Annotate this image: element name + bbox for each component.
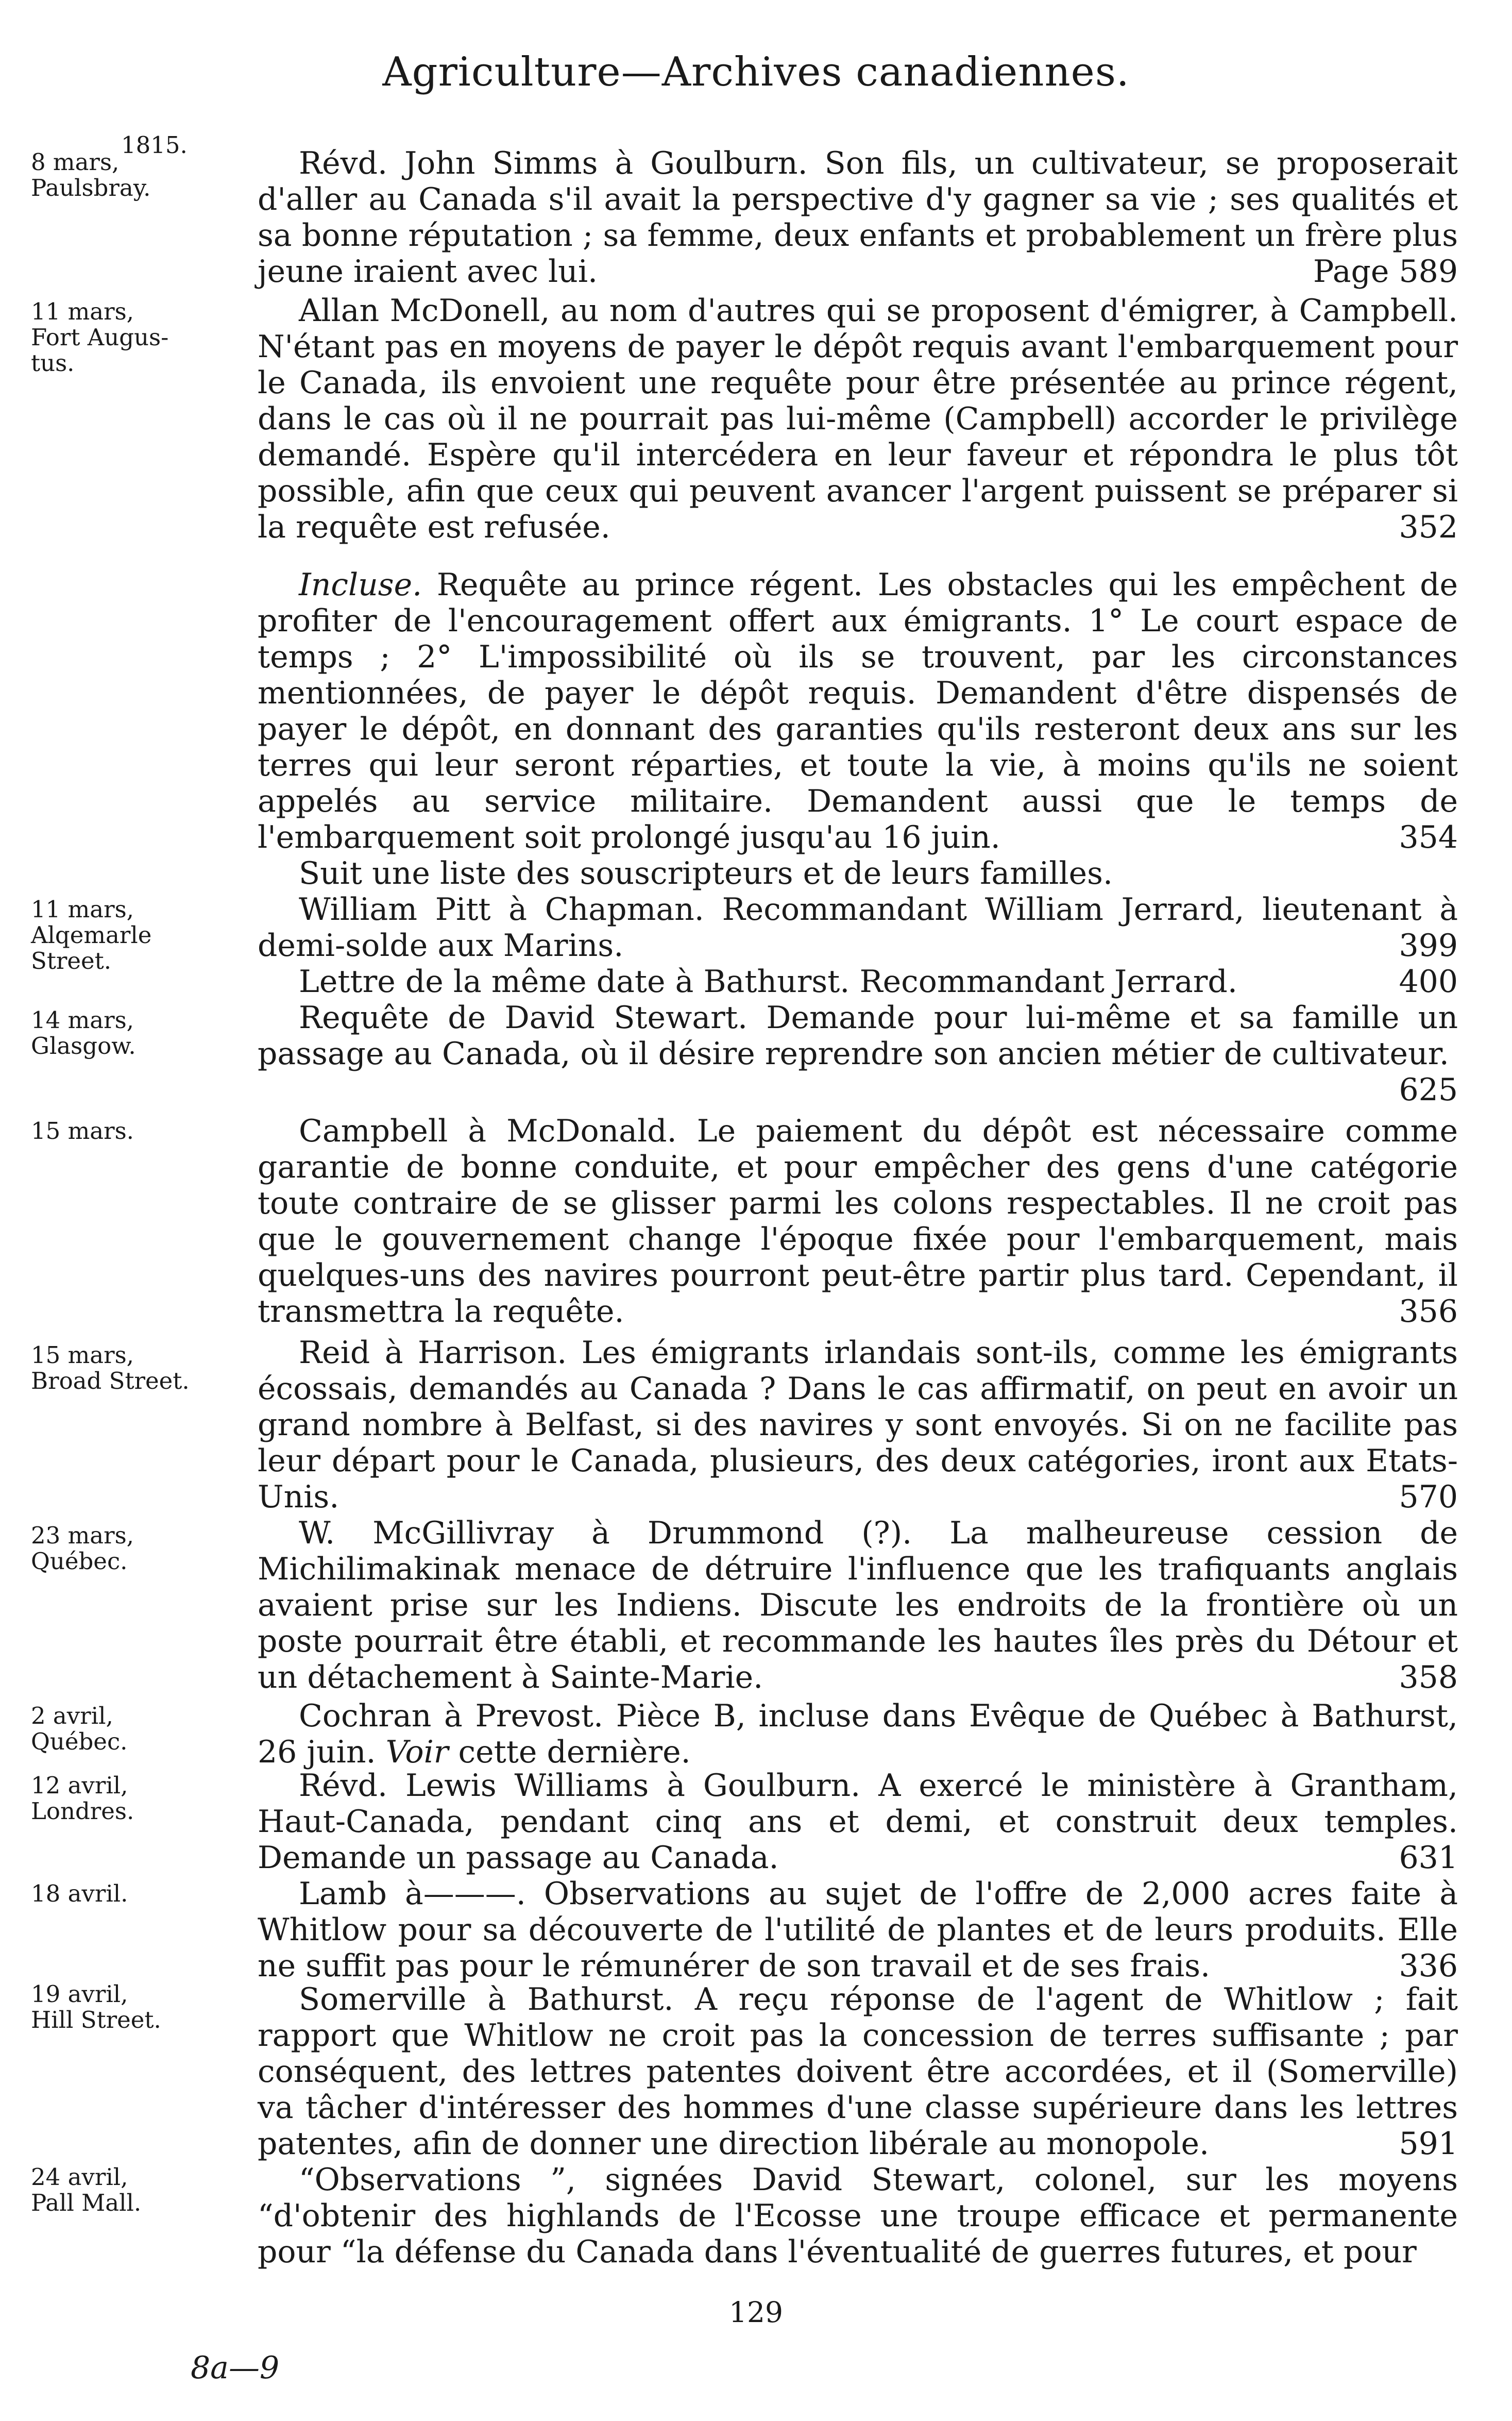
entry-body: Cochran à Prevost. Pièce B, incluse dans Evêque de Québec à Bathurst, 26 juin. [258, 1698, 1458, 1770]
entry-date [31, 1773, 247, 1824]
date-line: Paulsbray. [31, 174, 151, 201]
date-line: 23 mars, [31, 1522, 134, 1549]
signature-mark: 8a—9 [191, 2350, 280, 2386]
date-line: 19 avril, [31, 1980, 128, 2008]
page-number: 129 [729, 2296, 783, 2329]
date-line: Londres. [31, 1797, 134, 1825]
date-line: 14 mars, [31, 1006, 134, 1034]
entry-body: Requête de David Stewart. Demande pour lui-même et sa famille un passage au Canada, où il désire reprendre son ancien métier de cultivateur. [258, 1000, 1458, 1072]
entry-date [31, 1342, 247, 1394]
entry-date [31, 1118, 247, 1144]
date-line: Fort Augus- [31, 324, 169, 351]
page-ref: 336 [1399, 1948, 1458, 1984]
page-ref: 399 [1399, 928, 1458, 964]
entry-text [258, 145, 1458, 290]
entry-text [258, 1515, 1458, 1695]
entry-body: W. McGillivray à Drummond (?). La malheureuse cession de Michilimakinak menace de détruire l'influence que les trafiquants anglais avaient prise sur les Indiens. Discute les endroits de la frontière où un poste pourrait être établi, et recommande les hautes îles près du Détour et un détachement à Sainte-Marie. [258, 1515, 1458, 1695]
entry-body: Campbell à McDonald. Le paiement du dépôt est nécessaire comme garantie de bonne conduite, et pour empêcher des gens d'une catégorie toute contraire de se glisser parmi les colons respectables. Il ne croit pas que le gouvernement change l'époque fixée pour l'embarquement, mais quelques-uns des navires pourront peut-être partir plus tard. Cependant, il transmettra la requête. [258, 1113, 1458, 1330]
date-line: 11 mars, [31, 298, 134, 325]
entry-body: Allan McDonell, au nom d'autres qui se proposent d'émigrer, à Campbell. N'étant pas en moyens de payer le dépôt requis avant l'embarquement pour le Canada, ils envoient une requête pour être présentée au prince régent, dans le cas où il ne pourrait pas lui-même (Campbell) accorder le privilège demandé. Espère qu'il intercédera en leur faveur et répondra le plus tôt possible, afin que ceux qui peuvent avancer l'argent puissent se préparer si la requête est refusée. [258, 293, 1458, 545]
entry-date [31, 897, 247, 974]
page-ref: 570 [1399, 1479, 1458, 1515]
entry-text [258, 1335, 1458, 1515]
entry-text [258, 293, 1458, 545]
page-header: Agriculture—Archives canadiennes. [382, 49, 1130, 95]
entry-date [31, 149, 247, 201]
entry-text [258, 1768, 1458, 1876]
page-ref: 631 [1399, 1840, 1458, 1876]
entry-italic: Voir [385, 1734, 449, 1770]
entry-date [31, 1881, 247, 1907]
date-line: Street. [31, 947, 112, 974]
entry-text [258, 892, 1458, 964]
date-line: 18 avril. [31, 1880, 128, 1907]
entry-date [31, 1007, 247, 1059]
entry-body: William Pitt à Chapman. Recommandant William Jerrard, lieutenant à demi-solde aux Marins. [258, 892, 1458, 964]
entry-text [258, 2162, 1458, 2270]
entry-date [31, 299, 247, 376]
date-line: Québec. [31, 1548, 128, 1575]
entry-tail: cette dernière. [448, 1734, 691, 1770]
entry-text [258, 855, 1458, 892]
entry-lead: Incluse. [299, 567, 422, 603]
entry-text [258, 1698, 1458, 1770]
page-ref: 356 [1399, 1293, 1458, 1330]
date-line: Hill Street. [31, 2006, 161, 2033]
page-ref: 354 [1399, 819, 1458, 855]
date-line: Alqemarle [31, 921, 152, 949]
date-line: 12 avril, [31, 1772, 128, 1799]
page-ref: 400 [1399, 964, 1458, 1000]
entry-body: Lamb à———. Observations au sujet de l'offre de 2,000 acres faite à Whitlow pour sa découverte de l'utilité de plantes et de leurs produits. Elle ne suffit pas pour le rémunérer de son travail et de ses frais. [258, 1876, 1458, 1984]
date-line: tus. [31, 349, 75, 377]
entry-body: Lettre de la même date à Bathurst. Recommandant Jerrard. [299, 964, 1237, 1000]
entry-text [258, 1113, 1458, 1330]
entry-date [31, 1703, 247, 1755]
page-ref: 625 [1399, 1072, 1458, 1108]
entry-date [31, 2164, 247, 2216]
page-ref: 358 [1399, 1659, 1458, 1695]
year-label: 1815. [121, 131, 188, 159]
entry-text [258, 1981, 1458, 2162]
date-line: Pall Mall. [31, 2189, 142, 2216]
entry-date [31, 1981, 247, 2033]
page-ref: 352 [1399, 509, 1458, 545]
entry-body: Requête au prince régent. Les obstacles qui les empêchent de profiter de l'encouragement offert aux émigrants. 1° Le court espace de temps ; 2° L'impossibilité où ils se trouvent, par les circonstances mentionnées, de payer le dépôt requis. Demandent d'être dispensés de payer le dépôt, en donnant des garanties qu'ils resteront deux ans sur les terres qui leur seront réparties, et toute la vie, à moins qu'ils ne soient appelés au service militaire. Demandent aussi que le temps de l'embarquement soit prolongé jusqu'au 16 juin. [258, 567, 1458, 855]
page-ref: Page 589 [1313, 254, 1458, 290]
date-line: 24 avril, [31, 2163, 128, 2191]
entry-text [258, 1876, 1458, 1984]
date-line: 11 mars, [31, 896, 134, 923]
date-line: 8 mars, [31, 148, 120, 176]
date-line: 15 mars, [31, 1341, 134, 1369]
entry-text [258, 1000, 1458, 1108]
date-line: Broad Street. [31, 1367, 190, 1394]
date-line: Québec. [31, 1728, 128, 1755]
entry-body: Reid à Harrison. Les émigrants irlandais sont-ils, comme les émigrants écossais, demandés au Canada ? Dans le cas affirmatif, on peut en avoir un grand nombre à Belfast, si des navires y sont envoyés. Si on ne facilite pas leur départ pour le Canada, plusieurs, des deux catégories, iront aux Etats-Unis. [258, 1335, 1458, 1515]
entry-text [258, 964, 1458, 1000]
date-line: 15 mars. [31, 1117, 134, 1145]
entry-body: Révd. Lewis Williams à Goulburn. A exercé le ministère à Grantham, Haut-Canada, pendant cinq ans et demi, et construit deux temples. Demande un passage au Canada. [258, 1768, 1458, 1876]
entry-date [31, 1523, 247, 1574]
entry-body: Suit une liste des souscripteurs et de leurs familles. [299, 855, 1113, 892]
entry-text [258, 567, 1458, 855]
page-ref: 591 [1399, 2126, 1458, 2162]
entry-body: “Observations ”, signées David Stewart, colonel, sur les moyens “d'obtenir des highlands de l'Ecosse une troupe efficace et permanente pour “la défense du Canada dans l'éventualité de guerres futures, et pour [258, 2162, 1458, 2270]
date-line: Glasgow. [31, 1032, 136, 1060]
entry-body: Révd. John Simms à Goulburn. Son fils, un cultivateur, se proposerait d'aller au Canada s'il avait la perspective d'y gagner sa vie ; ses qualités et sa bonne réputation ; sa femme, deux enfants et probablement un frère plus jeune iraient avec lui. [258, 145, 1458, 290]
entry-body: Somerville à Bathurst. A reçu réponse de l'agent de Whitlow ; fait rapport que Whitlow ne croit pas la concession de terres suffisante ; par conséquent, des lettres patentes doivent être accordées, et il (Somerville) va tâcher d'intéresser des hommes d'une classe supérieure dans les lettres patentes, afin de donner une direction libérale au monopole. [258, 1981, 1458, 2162]
date-line: 2 avril, [31, 1702, 113, 1729]
